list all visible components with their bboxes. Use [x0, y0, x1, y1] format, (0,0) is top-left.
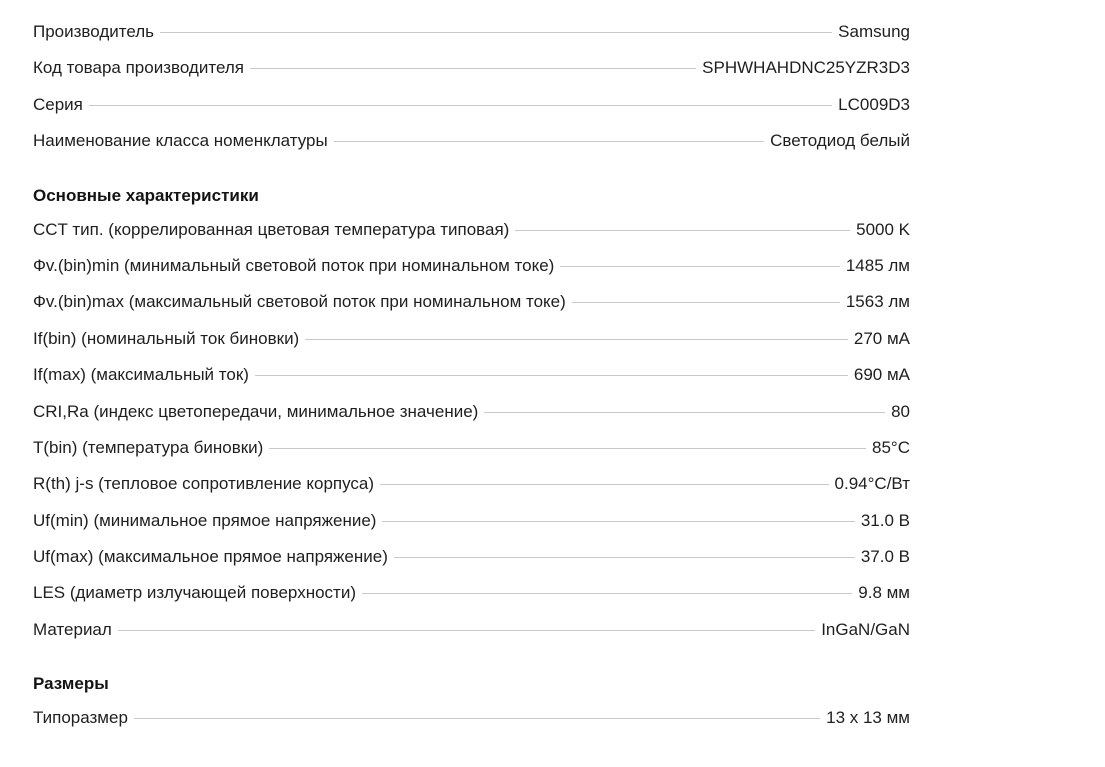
spec-leader-line [382, 520, 854, 522]
spec-section [33, 160, 910, 649]
spec-label: CRI,Ra (индекс цветопередачи, минимальное значение) [33, 401, 479, 421]
spec-row [33, 700, 910, 736]
spec-row [33, 430, 910, 466]
spec-value: 31.0 В [860, 510, 910, 530]
intro-spec-list [33, 14, 910, 160]
spec-value: 270 мА [853, 328, 910, 348]
spec-leader-line [255, 374, 848, 376]
spec-leader-line [572, 301, 840, 303]
spec-label: If(bin) (номинальный ток биновки) [33, 328, 300, 348]
spec-section [33, 648, 910, 736]
spec-row [33, 503, 910, 539]
spec-leader-line [89, 104, 832, 106]
spec-value: 13 x 13 мм [826, 708, 910, 728]
spec-row [33, 357, 910, 393]
spec-row [33, 321, 910, 357]
spec-leader-line [560, 265, 839, 267]
spec-value: 0.94°C/Вт [834, 474, 910, 494]
spec-label: Uf(max) (максимальное прямое напряжение) [33, 547, 388, 567]
spec-leader-line [334, 140, 764, 142]
spec-leader-line [250, 67, 696, 69]
spec-label: T(bin) (температура биновки) [33, 437, 264, 457]
section-title: Размеры [33, 674, 109, 694]
spec-leader-line [515, 229, 850, 231]
spec-leader-line [118, 629, 815, 631]
spec-leader-line [160, 31, 832, 33]
spec-label: Материал [33, 619, 112, 639]
spec-row [33, 212, 910, 248]
spec-leader-line [134, 717, 820, 719]
spec-value: 1563 лм [845, 292, 910, 312]
spec-label: R(th) j-s (тепловое сопротивление корпуса) [33, 474, 375, 494]
spec-sections [33, 160, 910, 737]
section-title: Основные характеристики [33, 185, 259, 205]
spec-row [33, 14, 910, 50]
spec-row [33, 575, 910, 611]
spec-label: LES (диаметр излучающей поверхности) [33, 583, 356, 603]
spec-value: LC009D3 [838, 94, 910, 114]
spec-leader-line [394, 556, 855, 558]
spec-label: Типоразмер [33, 708, 128, 728]
spec-value: 37.0 В [860, 547, 910, 567]
spec-row [33, 612, 910, 648]
spec-label: Наименование класса номенклатуры [33, 131, 328, 151]
spec-row [33, 394, 910, 430]
spec-row [33, 123, 910, 159]
spec-value: 5000 K [856, 219, 910, 239]
spec-leader-line [362, 592, 852, 594]
spec-value: SPHWHAHDNC25YZR3D3 [702, 58, 910, 78]
spec-value: 9.8 мм [858, 583, 910, 603]
spec-label: Фv.(bin)min (минимальный световой поток при номинальном токе) [33, 255, 555, 275]
spec-row [33, 284, 910, 320]
spec-value: Samsung [838, 22, 910, 41]
spec-label: Код товара производителя [33, 58, 244, 78]
spec-value: InGaN/GaN [821, 619, 910, 639]
spec-value: 80 [891, 401, 910, 421]
spec-row [33, 539, 910, 575]
spec-label: Производитель [33, 22, 155, 41]
spec-value: 1485 лм [845, 255, 910, 275]
spec-value: Светодиод белый [770, 131, 910, 151]
spec-label: If(max) (максимальный ток) [33, 365, 249, 385]
spec-row [33, 466, 910, 502]
spec-leader-line [305, 338, 848, 340]
spec-row [33, 87, 910, 123]
spec-row [33, 248, 910, 284]
spec-leader-line [484, 411, 885, 413]
spec-label: Uf(min) (минимальное прямое напряжение) [33, 510, 377, 530]
spec-row [33, 50, 910, 86]
spec-label: Фv.(bin)max (максимальный световой поток при номинальном токе) [33, 292, 566, 312]
spec-label: Серия [33, 94, 83, 114]
spec-leader-line [380, 483, 829, 485]
spec-label: CCT тип. (коррелированная цветовая температура типовая) [33, 219, 510, 239]
spec-value: 690 мА [853, 365, 910, 385]
spec-leader-line [269, 447, 866, 449]
spec-value: 85°C [872, 437, 910, 457]
